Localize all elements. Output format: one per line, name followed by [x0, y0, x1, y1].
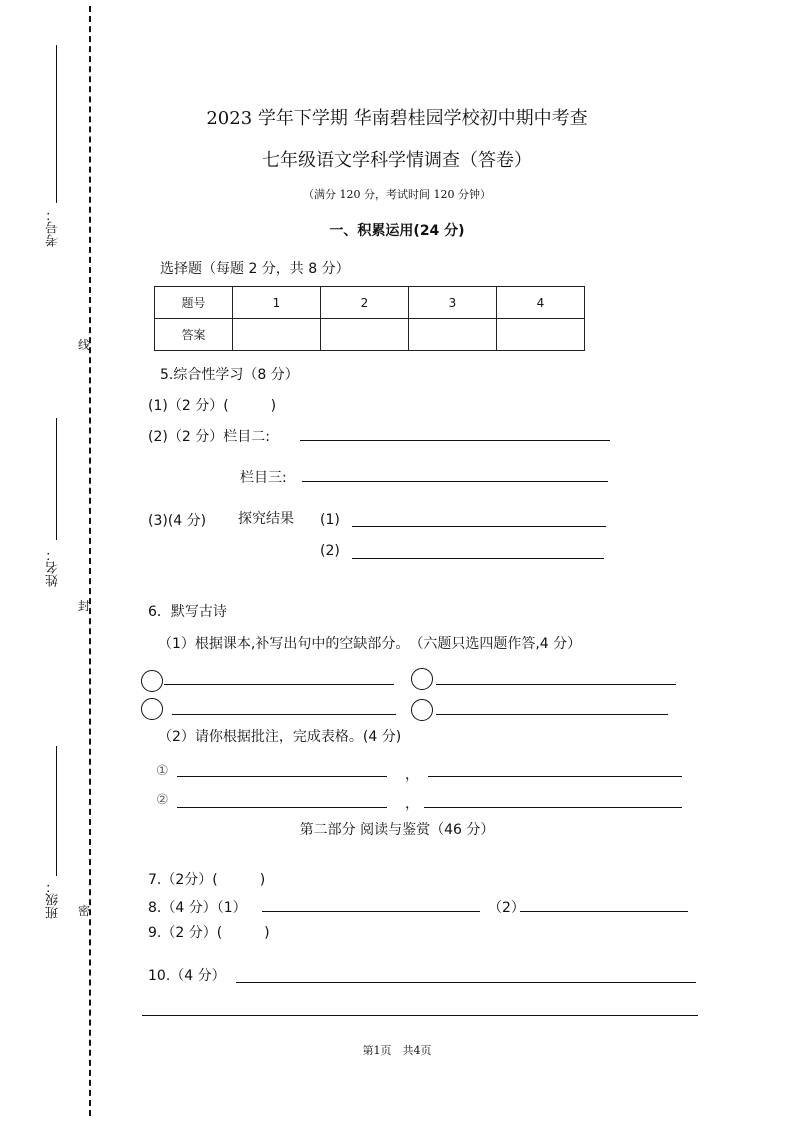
- q5-p2: (2)（2 分）栏目二:: [148, 429, 270, 445]
- answer-cell-2[interactable]: [321, 319, 409, 351]
- comma-2: ，: [405, 796, 419, 812]
- q8: 8.（4 分）（1）: [148, 900, 247, 916]
- q5-p2b: 栏目三:: [240, 470, 287, 486]
- q5-p3: (3)(4 分): [148, 513, 207, 529]
- exam-title: 2023 学年下学期 华南碧桂园学校初中期中考查: [206, 108, 588, 129]
- q10: 10.（4 分）: [148, 968, 226, 984]
- choice-circle[interactable]: [141, 698, 163, 720]
- page-footer: 第1页 共4页: [362, 1044, 432, 1057]
- table-cell: 答案: [155, 319, 233, 351]
- q6-label: 6．默写古诗: [148, 604, 227, 620]
- q5-label: 5.综合性学习（8 分）: [160, 367, 299, 383]
- table-cell: 3: [409, 287, 497, 319]
- answer-cell-3[interactable]: [409, 319, 497, 351]
- choice-circle[interactable]: [141, 670, 163, 692]
- mark-1: ①: [156, 763, 169, 779]
- note-line-2b[interactable]: [424, 807, 682, 808]
- q6-p1: （1）根据课本,补写出句中的空缺部分。 （六题只选四题作答,4 分）: [158, 636, 582, 652]
- exam-note: （满分 120 分，考试时间 120 分钟）: [303, 188, 491, 201]
- poem-line-4[interactable]: [436, 714, 668, 715]
- name-line: [56, 418, 57, 540]
- q7: 7.（2分）( ): [148, 872, 266, 888]
- table-cell: 1: [233, 287, 321, 319]
- q8b: （2）: [488, 900, 525, 916]
- note-line-1a[interactable]: [177, 776, 387, 777]
- binding-dashed-line: [89, 6, 91, 1116]
- q5-p3-label: 探究结果: [238, 511, 294, 527]
- seal-char-line: 线: [78, 338, 91, 352]
- note-line-2a[interactable]: [177, 807, 387, 808]
- q5-p3-i1: (1): [320, 512, 340, 528]
- q5-p1: (1)（2 分）( ): [148, 398, 277, 414]
- q9: 9.（2 分）( ): [148, 925, 270, 941]
- q10-line-2[interactable]: [142, 1015, 698, 1016]
- q8-line-1[interactable]: [262, 911, 480, 912]
- mc-label: 选择题（每题 2 分，共 8 分）: [160, 261, 350, 277]
- table-cell: 2: [321, 287, 409, 319]
- table-row: [155, 287, 585, 319]
- poem-line-3[interactable]: [172, 714, 396, 715]
- table-row: [155, 319, 585, 351]
- q5-p2b-answer-line[interactable]: [302, 481, 608, 482]
- class-line: [56, 746, 57, 876]
- answer-cell-4[interactable]: [497, 319, 585, 351]
- q10-line-1[interactable]: [236, 982, 696, 983]
- name-label: 姓名：: [46, 548, 61, 587]
- answer-table: [154, 286, 585, 351]
- poem-line-2[interactable]: [436, 684, 676, 685]
- part1-heading: 一、积累运用(24 分): [329, 223, 465, 239]
- q5-p3-line-1[interactable]: [352, 526, 606, 527]
- q8-line-2[interactable]: [520, 911, 688, 912]
- choice-circle[interactable]: [411, 668, 433, 690]
- exam-no-label: 考号：: [46, 208, 61, 247]
- table-cell: 4: [497, 287, 585, 319]
- part2-heading: 第二部分 阅读与鉴赏（46 分）: [299, 822, 495, 838]
- answer-cell-1[interactable]: [233, 319, 321, 351]
- table-cell: 题号: [155, 287, 233, 319]
- q6-p2: （2）请你根据批注，完成表格。(4 分): [158, 729, 402, 745]
- exam-subtitle: 七年级语文学科学情调查（答卷）: [262, 150, 532, 171]
- poem-line-1[interactable]: [164, 684, 394, 685]
- seal-char-seal: 封: [78, 599, 91, 613]
- q5-p3-i2: (2): [320, 543, 340, 559]
- seal-char-secret: 密: [78, 904, 91, 918]
- mark-2: ②: [156, 792, 169, 808]
- q5-p2-answer-line[interactable]: [300, 440, 610, 441]
- choice-circle[interactable]: [411, 699, 433, 721]
- comma-1: ，: [405, 767, 419, 783]
- q5-p3-line-2[interactable]: [352, 558, 604, 559]
- class-label: 班级：: [46, 880, 61, 919]
- note-line-1b[interactable]: [428, 776, 682, 777]
